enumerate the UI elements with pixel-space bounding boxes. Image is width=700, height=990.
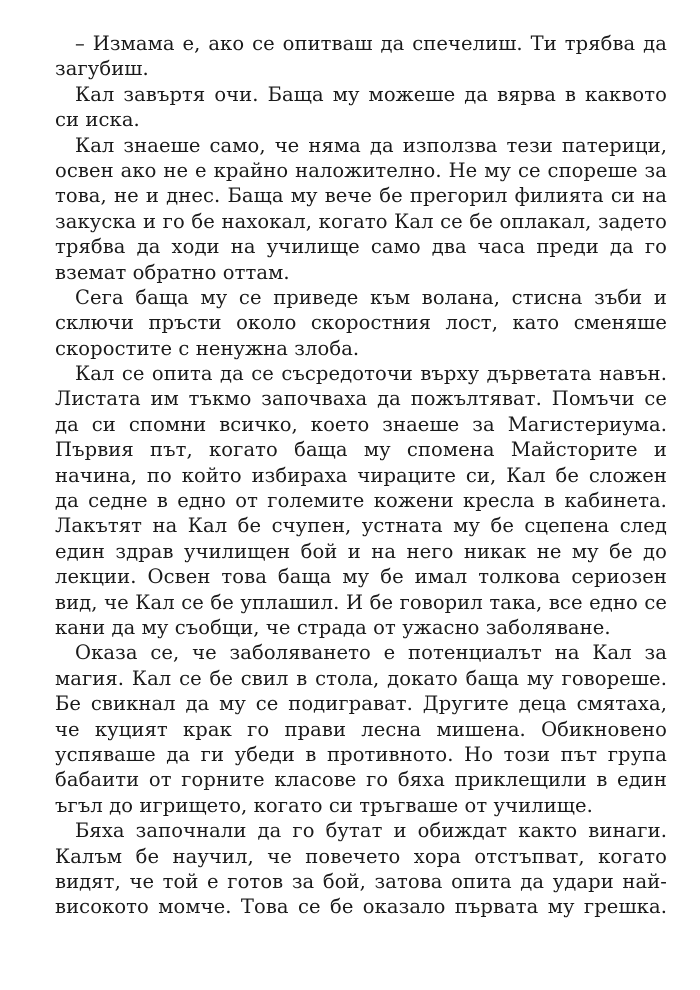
text-line: Бе свикнал да му се подиграват. Другите деца смятаха, <box>55 692 667 716</box>
text-line: загубиш. <box>55 57 149 81</box>
paragraph <box>55 285 667 361</box>
text-line: трябва да ходи на училище само два часа преди да го <box>55 235 667 259</box>
text-line: Кал се опита да се съсредоточи върху дърветата навън. <box>75 362 667 386</box>
paragraph <box>55 640 667 818</box>
text-line: скоростите с ненужна злоба. <box>55 336 360 360</box>
text-line: Калъм бе научил, че повечето хора отстъпват, когато <box>55 844 667 868</box>
text-line: вземат обратно оттам. <box>55 260 290 284</box>
text-line: Кал завъртя очи. Баща му можеше да вярва в каквото <box>75 82 667 106</box>
text-line: видят, че той е готов за бой, затова опита да удари най- <box>55 869 667 893</box>
paragraph <box>55 818 667 920</box>
paragraph <box>55 82 667 133</box>
text-line: да седне в едно от големите кожени кресла в кабинета. <box>55 489 667 513</box>
text-line: закуска и го бе нахокал, когато Кал се бе оплакал, задето <box>55 209 667 233</box>
text-line: това, не и днес. Баща му вече бе прегорил филията си на <box>55 184 667 208</box>
text-line: сключи пръсти около скоростния лост, като сменяше <box>55 311 667 335</box>
text-line: вид, че Кал се бе уплашил. И бе говорил така, все едно се <box>55 590 667 614</box>
text-line: Първия път, когато баща му спомена Майсторите и <box>55 438 667 462</box>
text-line: Кал знаеше само, че няма да използва тези патерици, <box>75 133 667 157</box>
text-line: Бяха започнали да го бутат и обиждат както винаги. <box>75 819 667 843</box>
text-line: лекции. Освен това баща му бе имал толкова сериозен <box>55 565 667 589</box>
text-line: освен ако не е крайно наложително. Не му се спореше за <box>55 158 667 182</box>
text-line: да си спомни всичко, което знаеше за Магистериума. <box>55 412 667 436</box>
text-line: бабаити от горните класове го бяха приклещили в един <box>55 768 667 792</box>
text-line: – Измама е, ако се опитваш да спечелиш. Ти трябва да <box>75 32 667 55</box>
text-line: си иска. <box>55 108 140 132</box>
page-text <box>55 31 667 920</box>
text-line: кани да му съобщи, че страда от ужасно заболяване. <box>55 615 611 639</box>
text-line: магия. Кал се бе свил в стола, докато баща му говореше. <box>55 666 667 690</box>
text-line: ъгъл до игрището, когато си тръгваше от училище. <box>55 793 593 817</box>
text-line: високото момче. Това се бе оказало първата му грешка. <box>55 895 667 919</box>
text-line: че куцият крак го прави лесна мишена. Обикновено <box>55 717 667 741</box>
paragraph <box>55 31 667 82</box>
text-line: Сега баща му се приведе към волана, стисна зъби и <box>75 285 667 309</box>
text-line: Оказа се, че заболяването е потенциалът на Кал за <box>75 641 667 665</box>
text-line: Лакътят на Кал бе счупен, устната му бе сцепена след <box>55 514 667 538</box>
text-line: един здрав училищен бой и на него никак не му бе до <box>55 539 667 563</box>
paragraph <box>55 361 667 640</box>
text-line: успяваше да ги убеди в противното. Но този път група <box>55 742 667 766</box>
paragraph <box>55 133 667 285</box>
text-line: Листата им тъкмо започваха да пожълтяват. Помъчи се <box>55 387 667 411</box>
text-line: начина, по който избираха чираците си, Кал бе сложен <box>55 463 667 487</box>
